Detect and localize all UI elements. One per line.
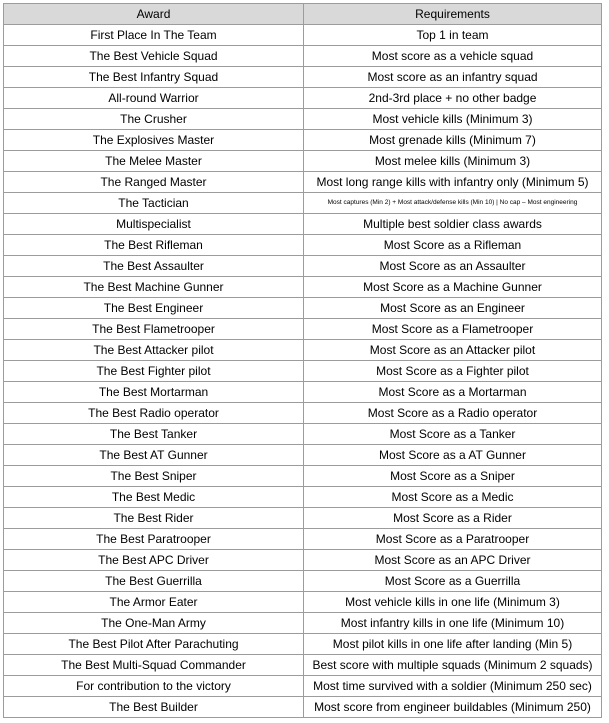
table-row (4, 508, 602, 529)
award-cell[interactable]: The Best Infantry Squad (4, 67, 304, 88)
table-row (4, 655, 602, 676)
table-row (4, 382, 602, 403)
requirement-cell[interactable]: Most Score as a Fighter pilot (304, 361, 602, 382)
requirement-cell[interactable]: Most vehicle kills in one life (Minimum 3) (304, 592, 602, 613)
award-cell[interactable]: The Best Guerrilla (4, 571, 304, 592)
award-cell[interactable]: The Best Assaulter (4, 256, 304, 277)
requirement-cell[interactable]: Most Score as an Attacker pilot (304, 340, 602, 361)
requirement-cell[interactable]: Most Score as a Rifleman (304, 235, 602, 256)
requirement-cell[interactable]: Most Score as an Assaulter (304, 256, 602, 277)
requirement-cell[interactable]: Most Score as a Medic (304, 487, 602, 508)
requirement-cell[interactable]: Most time survived with a soldier (Minimum 250 sec) (304, 676, 602, 697)
requirement-cell[interactable]: Most grenade kills (Minimum 7) (304, 130, 602, 151)
requirement-cell[interactable]: Most melee kills (Minimum 3) (304, 151, 602, 172)
award-cell[interactable]: The Best Tanker (4, 424, 304, 445)
table-row (4, 697, 602, 718)
requirement-cell[interactable]: 2nd-3rd place + no other badge (304, 88, 602, 109)
award-cell[interactable]: The Best Radio operator (4, 403, 304, 424)
requirement-cell[interactable]: Most Score as a Rider (304, 508, 602, 529)
requirement-cell[interactable]: Most Score as a Sniper (304, 466, 602, 487)
requirement-cell[interactable]: Most Score as a Guerrilla (304, 571, 602, 592)
award-cell[interactable]: The Best Fighter pilot (4, 361, 304, 382)
award-cell[interactable]: For contribution to the victory (4, 676, 304, 697)
table-row (4, 214, 602, 235)
table-row (4, 424, 602, 445)
table-row (4, 571, 602, 592)
award-cell[interactable]: The Best Builder (4, 697, 304, 718)
requirement-cell[interactable]: Top 1 in team (304, 25, 602, 46)
award-cell[interactable]: The Best Vehicle Squad (4, 46, 304, 67)
requirement-cell[interactable]: Multiple best soldier class awards (304, 214, 602, 235)
award-cell[interactable]: The Best APC Driver (4, 550, 304, 571)
requirement-cell[interactable]: Most long range kills with infantry only (Minimum 5) (304, 172, 602, 193)
award-column-header[interactable]: Award (4, 4, 304, 25)
award-cell[interactable]: The Best AT Gunner (4, 445, 304, 466)
award-cell[interactable]: The One-Man Army (4, 613, 304, 634)
table-row (4, 172, 602, 193)
award-cell[interactable]: Multispecialist (4, 214, 304, 235)
table-row (4, 403, 602, 424)
header-row (4, 4, 602, 25)
table-row (4, 235, 602, 256)
table-row (4, 361, 602, 382)
requirement-cell[interactable]: Most Score as a Tanker (304, 424, 602, 445)
award-cell[interactable]: The Best Medic (4, 487, 304, 508)
table-row (4, 550, 602, 571)
award-cell[interactable]: First Place In The Team (4, 25, 304, 46)
award-cell[interactable]: The Armor Eater (4, 592, 304, 613)
table-row (4, 466, 602, 487)
table-row (4, 46, 602, 67)
award-cell[interactable]: The Melee Master (4, 151, 304, 172)
award-cell[interactable]: The Best Flametrooper (4, 319, 304, 340)
awards-table-body (4, 25, 602, 718)
requirement-cell[interactable]: Most score as a vehicle squad (304, 46, 602, 67)
requirements-column-header[interactable]: Requirements (304, 4, 602, 25)
requirement-cell[interactable]: Most pilot kills in one life after landing (Min 5) (304, 634, 602, 655)
table-row (4, 151, 602, 172)
award-cell[interactable]: The Best Engineer (4, 298, 304, 319)
requirement-cell[interactable]: Most Score as a Machine Gunner (304, 277, 602, 298)
award-cell[interactable]: The Ranged Master (4, 172, 304, 193)
requirement-cell[interactable]: Best score with multiple squads (Minimum 2 squads) (304, 655, 602, 676)
table-row (4, 298, 602, 319)
table-row (4, 88, 602, 109)
award-cell[interactable]: The Best Sniper (4, 466, 304, 487)
table-row (4, 109, 602, 130)
award-cell[interactable]: The Best Machine Gunner (4, 277, 304, 298)
table-row (4, 529, 602, 550)
awards-sheet (3, 3, 602, 718)
table-row (4, 130, 602, 151)
award-cell[interactable]: The Best Paratrooper (4, 529, 304, 550)
award-cell[interactable]: The Best Pilot After Parachuting (4, 634, 304, 655)
table-row (4, 25, 602, 46)
requirement-cell[interactable]: Most Score as a Flametrooper (304, 319, 602, 340)
requirement-cell[interactable]: Most Score as a Paratrooper (304, 529, 602, 550)
table-row (4, 193, 602, 214)
table-row (4, 487, 602, 508)
requirement-cell[interactable]: Most score from engineer buildables (Minimum 250) (304, 697, 602, 718)
table-row (4, 67, 602, 88)
requirement-cell[interactable]: Most captures (Min 2) + Most attack/defense kills (Min 10) | No cap – Most engineering (304, 193, 602, 214)
award-cell[interactable]: All-round Warrior (4, 88, 304, 109)
award-cell[interactable]: The Crusher (4, 109, 304, 130)
award-cell[interactable]: The Best Mortarman (4, 382, 304, 403)
table-row (4, 634, 602, 655)
table-row (4, 340, 602, 361)
requirement-cell[interactable]: Most Score as a AT Gunner (304, 445, 602, 466)
table-row (4, 676, 602, 697)
award-cell[interactable]: The Explosives Master (4, 130, 304, 151)
table-row (4, 277, 602, 298)
requirement-cell[interactable]: Most vehicle kills (Minimum 3) (304, 109, 602, 130)
award-cell[interactable]: The Best Attacker pilot (4, 340, 304, 361)
requirement-cell[interactable]: Most infantry kills in one life (Minimum 10) (304, 613, 602, 634)
award-cell[interactable]: The Best Rider (4, 508, 304, 529)
requirement-cell[interactable]: Most Score as a Mortarman (304, 382, 602, 403)
award-cell[interactable]: The Tactician (4, 193, 304, 214)
table-row (4, 613, 602, 634)
awards-table (3, 3, 602, 718)
table-row (4, 445, 602, 466)
requirement-cell[interactable]: Most Score as an Engineer (304, 298, 602, 319)
award-cell[interactable]: The Best Rifleman (4, 235, 304, 256)
award-cell[interactable]: The Best Multi-Squad Commander (4, 655, 304, 676)
requirement-cell[interactable]: Most score as an infantry squad (304, 67, 602, 88)
table-row (4, 319, 602, 340)
requirement-cell[interactable]: Most Score as a Radio operator (304, 403, 602, 424)
table-row (4, 256, 602, 277)
table-row (4, 592, 602, 613)
requirement-cell[interactable]: Most Score as an APC Driver (304, 550, 602, 571)
